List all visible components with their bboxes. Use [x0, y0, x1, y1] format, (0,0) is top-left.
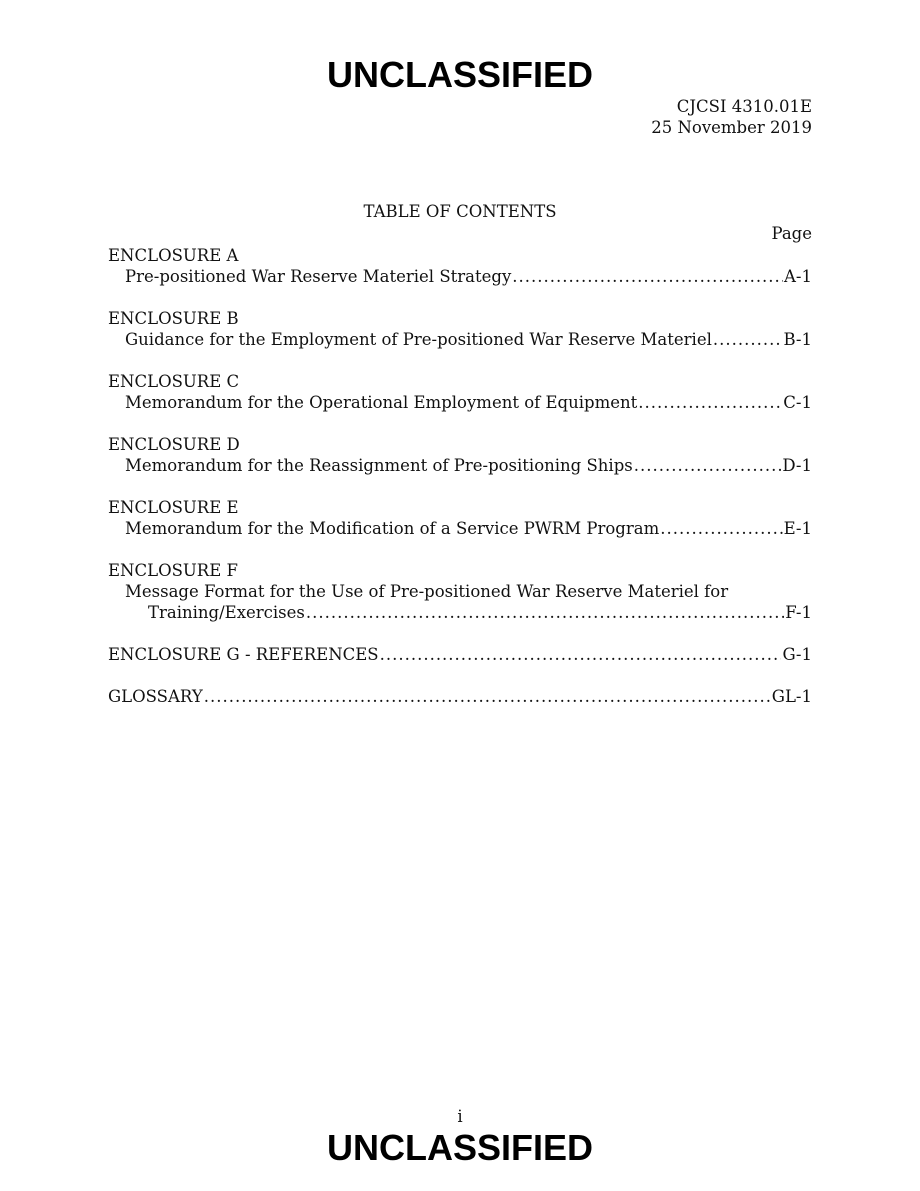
- leader-dots: [306, 602, 784, 623]
- toc-entry-page: C-1: [783, 393, 812, 412]
- toc-entry-page: GL-1: [771, 687, 812, 706]
- toc-group-enclosure-f: [108, 560, 812, 623]
- toc-heading: ENCLOSURE A: [108, 246, 239, 265]
- toc-entry[interactable]: [108, 686, 812, 707]
- toc-entry[interactable]: [108, 266, 812, 287]
- toc-entry-page: A-1: [784, 267, 812, 286]
- toc-heading: ENCLOSURE B: [108, 309, 239, 328]
- toc-entry-title: Guidance for the Employment of Pre-positioned War Reserve Materiel: [125, 330, 712, 349]
- classification-banner-top: UNCLASSIFIED: [326, 54, 593, 95]
- leader-dots: [660, 518, 782, 539]
- toc-entry-page: E-1: [783, 519, 812, 538]
- classification-banner-bottom: UNCLASSIFIED: [326, 1127, 593, 1168]
- toc-group-references: [108, 644, 812, 665]
- toc-group-glossary: [108, 686, 812, 707]
- toc-heading: ENCLOSURE D: [108, 435, 240, 454]
- toc-heading: ENCLOSURE C: [108, 372, 240, 391]
- toc-group-enclosure-d: [108, 434, 812, 476]
- document-identifier: [651, 96, 812, 138]
- toc-entry-title: Memorandum for the Modification of a Service PWRM Program: [125, 519, 660, 538]
- toc-entry-page: D-1: [782, 456, 812, 475]
- leader-dots: [713, 329, 783, 350]
- leader-dots: [380, 644, 782, 665]
- toc-group-enclosure-e: [108, 497, 812, 539]
- toc-entry[interactable]: [108, 329, 812, 350]
- page-number: i: [457, 1107, 463, 1126]
- table-of-contents: [108, 245, 812, 728]
- toc-entry[interactable]: [108, 455, 812, 476]
- toc-entry[interactable]: [108, 518, 812, 539]
- document-number: CJCSI 4310.01E: [676, 97, 812, 116]
- toc-entry[interactable]: [108, 602, 812, 623]
- toc-page-column-label: Page: [771, 224, 812, 243]
- toc-entry-title-line1[interactable]: Message Format for the Use of Pre-positioned War Reserve Materiel for: [125, 582, 729, 601]
- toc-entry-title: Memorandum for the Operational Employment of Equipment: [125, 393, 638, 412]
- toc-group-enclosure-a: [108, 245, 812, 287]
- leader-dots: [512, 266, 783, 287]
- toc-entry-title: ENCLOSURE G - REFERENCES: [108, 645, 379, 664]
- document-date: 25 November 2019: [651, 118, 812, 137]
- toc-entry-page: G-1: [782, 645, 812, 664]
- toc-entry[interactable]: [108, 392, 812, 413]
- leader-dots: [634, 455, 782, 476]
- toc-entry-title: Pre-positioned War Reserve Materiel Strategy: [125, 267, 512, 286]
- toc-group-enclosure-c: [108, 371, 812, 413]
- leader-dots: [638, 392, 782, 413]
- toc-heading: ENCLOSURE F: [108, 561, 238, 580]
- toc-group-enclosure-b: [108, 308, 812, 350]
- toc-entry-page: B-1: [783, 330, 812, 349]
- toc-entry-title: Training/Exercises: [148, 603, 305, 622]
- toc-entry[interactable]: [108, 644, 812, 665]
- toc-entry-title: Memorandum for the Reassignment of Pre-positioning Ships: [125, 456, 633, 475]
- leader-dots: [204, 686, 771, 707]
- toc-heading: ENCLOSURE E: [108, 498, 239, 517]
- toc-entry-page: F-1: [785, 603, 812, 622]
- toc-title: TABLE OF CONTENTS: [363, 202, 557, 221]
- toc-entry-title: GLOSSARY: [108, 687, 203, 706]
